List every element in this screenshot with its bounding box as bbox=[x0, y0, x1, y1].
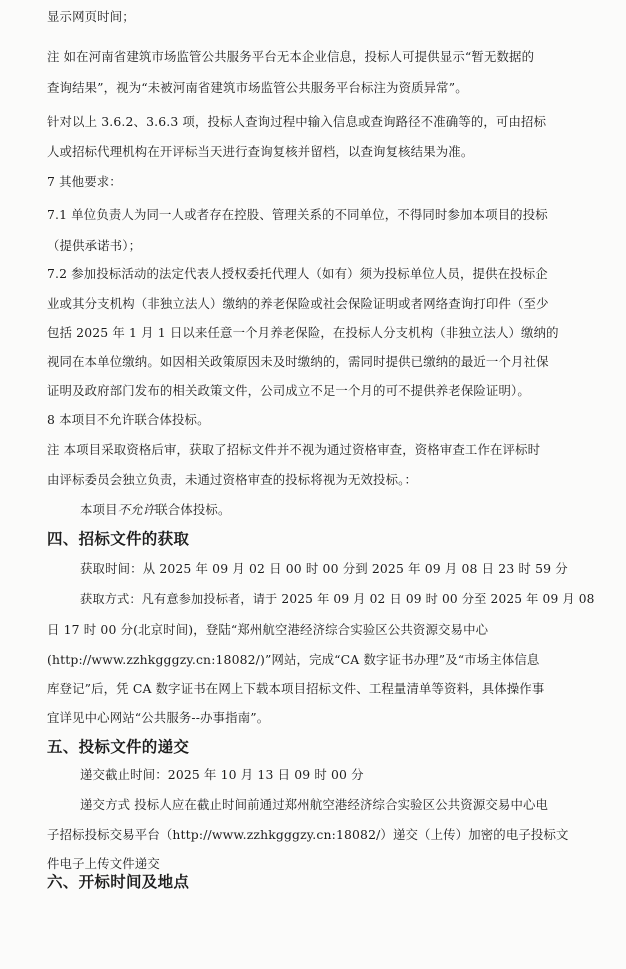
note-line: 查询结果”，视为“未被河南省建筑市场监管公共服务平台标注为资质异常”。 bbox=[47, 80, 468, 95]
text-line: 件电子上传文件递交 bbox=[47, 856, 160, 871]
note-line: 注 如在河南省建筑市场监管公共服务平台无本企业信息，投标人可提供显示“暂无数据的 bbox=[47, 49, 535, 64]
text-fragment: 本项目 bbox=[80, 502, 118, 517]
emphasis-text: 不允许 bbox=[117, 502, 156, 517]
text-line: (http://www.zzhkgggzy.cn:18082/)”网站，完成“CA 数字证书办理”及“市场主体信息 bbox=[47, 652, 540, 667]
text-line: 证明及政府部门发布的相关政策文件，公司成立不足一个月的可不提供养老保险证明）。 bbox=[47, 383, 530, 398]
text-line: 7.1 单位负责人为同一人或者存在控股、管理关系的不同单位，不得同时参加本项目的投标 bbox=[47, 207, 548, 222]
text-line: 人或招标代理机构在开评标当天进行查询复核并留档，以查询复核结果为准。 bbox=[47, 144, 474, 159]
text-line: 业或其分支机构（非独立法人）缴纳的养老保险或社会保险证明或者网络查询打印件（至少 bbox=[47, 296, 549, 311]
text-line: 递交方式 投标人应在截止时间前通过郑州航空港经济综合实验区公共资源交易中心电 bbox=[80, 797, 549, 812]
text-line: 7.2 参加投标活动的法定代表人授权委托代理人（如有）须为投标单位人员，提供在投标企 bbox=[47, 266, 548, 281]
text-line: 8 本项目不允许联合体投标。 bbox=[47, 412, 210, 427]
text-line: 获取方式：凡有意参加投标者，请于 2025 年 09 月 02 日 09 时 00 分至 2025 年 09 月 08 bbox=[80, 592, 595, 606]
section-title: 7 其他要求： bbox=[47, 174, 122, 189]
note-line: 注 本项目采取资格后审，获取了招标文件并不视为通过资格审查，资格审查工作在评标时 bbox=[47, 442, 541, 457]
text-line: 递交截止时间：2025 年 10 月 13 日 09 时 00 分 bbox=[80, 767, 364, 782]
text-line: 获取时间：从 2025 年 09 月 02 日 00 时 00 分到 2025 年 09 月 08 日 23 时 59 分 bbox=[80, 561, 568, 576]
text-line: 包括 2025 年 1 月 1 日以来任意一个月养老保险，在投标人分支机构（非独立法人）缴纳的 bbox=[47, 325, 559, 340]
text-fragment: 联合体投标。 bbox=[155, 502, 231, 517]
section-heading: 四、招标文件的获取 bbox=[47, 530, 190, 548]
text-line: 宜详见中心网站“公共服务--办事指南”。 bbox=[47, 710, 270, 725]
note-line: 由评标委员会独立负责，未通过资格审查的投标将视为无效投标。： bbox=[47, 472, 418, 487]
text-line: （提供承诺书）； bbox=[47, 238, 142, 253]
text-line: 显示网页时间； bbox=[47, 9, 135, 24]
section-heading: 六、开标时间及地点 bbox=[47, 873, 190, 891]
text-line: 日 17 时 00 分(北京时间)，登陆“郑州航空港经济综合实验区公共资源交易中心 bbox=[47, 622, 489, 637]
text-line: 针对以上 3.6.2、3.6.3 项，投标人查询过程中输入信息或查询路径不准确等的，可由招标 bbox=[47, 114, 547, 129]
text-line: 视同在本单位缴纳。如因相关政策原因未及时缴纳的，需同时提供已缴纳的最近一个月社保 bbox=[47, 354, 549, 369]
text-line: 库登记”后，凭 CA 数字证书在网上下载本项目招标文件、工程量清单等资料，具体操作事 bbox=[47, 681, 545, 696]
text-line: 子招标投标交易平台（http://www.zzhkgggzy.cn:18082/）递交（上传）加密的电子投标文 bbox=[47, 827, 569, 842]
text-line bbox=[80, 502, 231, 518]
section-heading: 五、投标文件的递交 bbox=[47, 738, 190, 756]
